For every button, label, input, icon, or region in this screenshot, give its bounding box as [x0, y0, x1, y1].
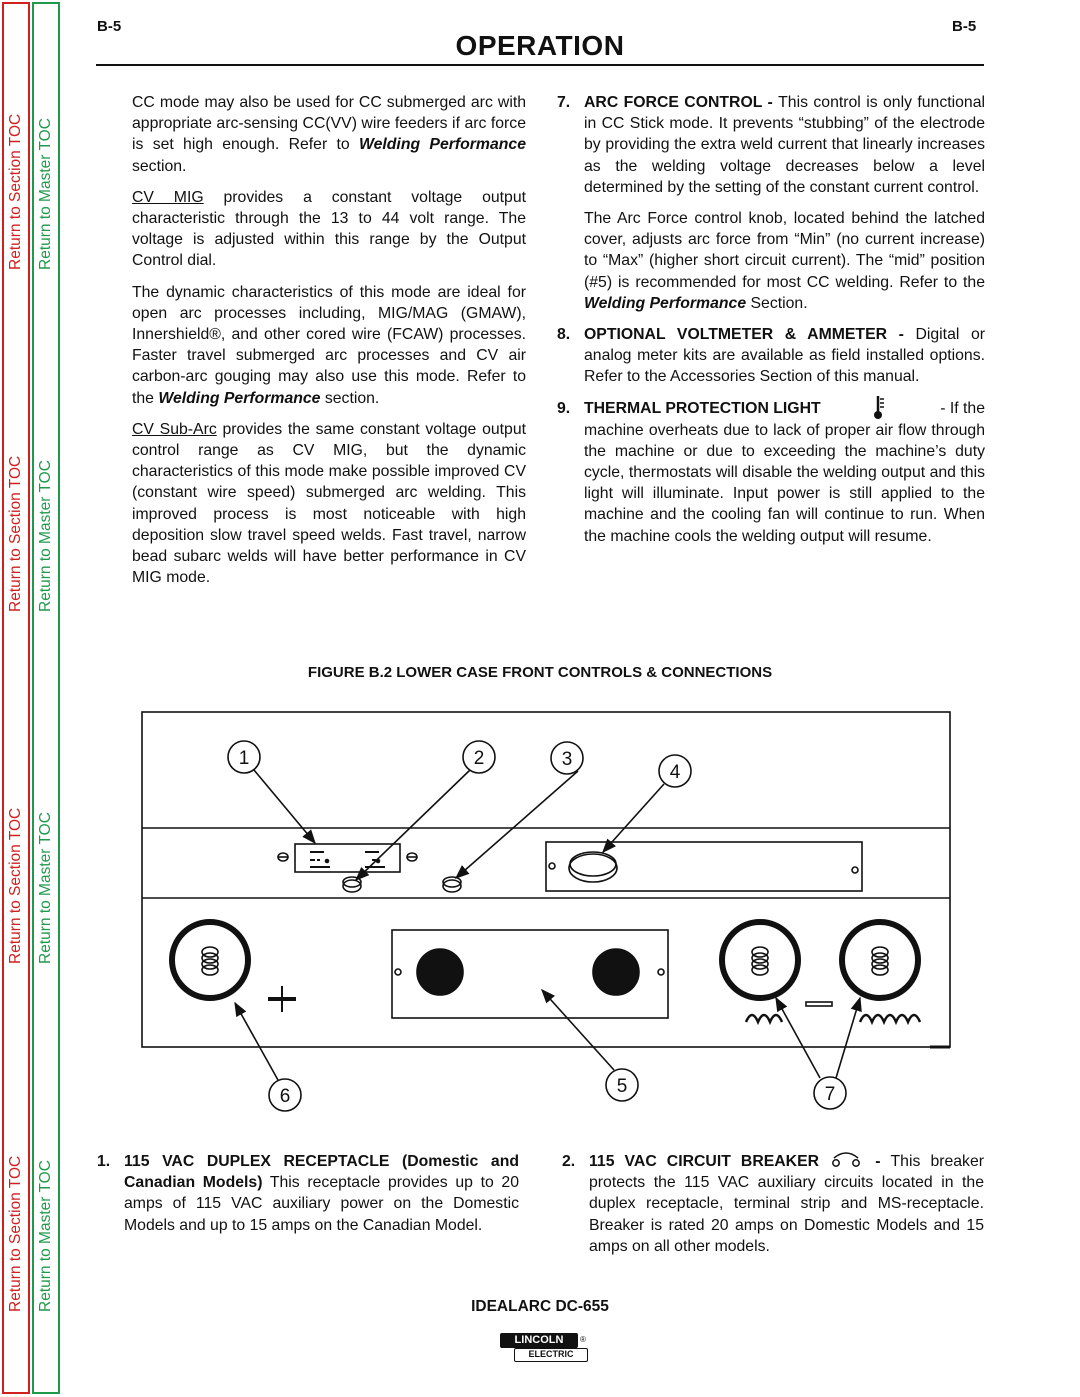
master-toc-link[interactable]: Return to Master TOC: [37, 118, 54, 270]
lincoln-electric-logo: LINCOLN ELECTRIC ®: [500, 1333, 590, 1365]
master-toc-link[interactable]: Return to Master TOC: [37, 460, 54, 612]
list-item: 8. OPTIONAL VOLTMETER & AMMETER - Digital or analog meter kits are available as field installed options. Refer to the Accessories Section of this manual.: [557, 326, 986, 386]
left-column: [132, 92, 526, 598]
callout-label: 4: [669, 762, 681, 783]
paragraph: CC mode may also be used for CC submerged arc with appropriate arc-sensing CC(VV) wire feeders if arc force is set high enough. Refer to Welding Performance section.: [132, 94, 526, 175]
master-toc-link[interactable]: Return to Master TOC: [37, 1160, 54, 1312]
page-title: OPERATION: [455, 30, 625, 61]
front-controls-figure: [120, 700, 970, 1120]
thermometer-icon: [872, 394, 888, 420]
bottom-right-item: [562, 1151, 984, 1267]
callout-label: 6: [279, 1086, 291, 1107]
list-item: 2. 115 VAC CIRCUIT BREAKER - This breaker protects the 115 VAC auxiliary circuits located in the duplex receptacle, terminal strip and MS-receptacle. Breaker is rated 20 amps on Domestic Models and 15 amps on all other models.: [562, 1153, 985, 1255]
page-number-right: B-5: [952, 18, 977, 35]
paragraph: The dynamic characteristics of this mode are ideal for open arc processes including, MIG/MAG (GMAW), Innershield®, and other cored wire (FCAW) processes. Faster travel submerged arc processes and CV air carbon-arc gouging may also use this mode. Refer to the Welding Performance section.: [132, 283, 526, 407]
bottom-left-item: [97, 1151, 519, 1246]
figure-caption: FIGURE B.2 LOWER CASE FRONT CONTROLS & CONNECTIONS: [307, 664, 773, 681]
paragraph: CV Sub-Arc provides the same constant voltage output control range as CV MIG, but the dynamic characteristics of this mode make possible improved CV (constant wire speed) submerged arc welding. This improved process is most noticeable with high deposition slow travel speed welds. Fast travel, narrow bead subarc welds will have better performance in CV MIG mode.: [132, 420, 526, 587]
output-stud-left: [722, 922, 798, 998]
paragraph: CV MIG provides a constant voltage output characteristic through the 13 to 44 volt range. The voltage is adjusted within this range by the Output Control dial.: [132, 188, 526, 270]
model-name: IDEALARC DC-655: [471, 1298, 609, 1315]
right-column: [557, 92, 985, 557]
callout-label: 7: [824, 1084, 836, 1105]
latched-cover: [546, 842, 862, 891]
callout-label: 3: [561, 749, 573, 770]
callout-label: 2: [473, 748, 485, 769]
callout-label: 1: [238, 748, 250, 769]
section-toc-link[interactable]: Return to Section TOC: [7, 807, 24, 964]
paragraph: The Arc Force control knob, located behind the latched cover, adjusts arc force from “Min” (no current increase) to “Max” (higher short circuit current). The “mid” position (#5) is recommended for most CC welding. Refer to the Welding Performance Section.: [584, 210, 985, 312]
cv-mig-link[interactable]: CV MIG: [132, 188, 204, 206]
circuit-breaker-icon: [829, 1152, 865, 1168]
cv-sub-arc-link[interactable]: CV Sub-Arc: [132, 420, 217, 438]
list-item: 7. ARC FORCE CONTROL - This control is only functional in CC Stick mode. It prevents “stubbing” of the electrode by providing the extra weld current that linearly increases as the welding voltage decreases below a level determined by the setting of the constant current control.: [557, 94, 985, 196]
page-number-left: B-5: [97, 18, 122, 35]
list-item: 1. 115 VAC DUPLEX RECEPTACLE (Domestic and Canadian Models) This receptacle provides up to 20 amps of 115 VAC auxiliary power on the Domestic Models and up to 15 amps on the Canadian Model.: [97, 1153, 519, 1234]
output-stud-right: [842, 922, 918, 998]
callout-label: 5: [616, 1076, 628, 1097]
section-toc-link[interactable]: Return to Section TOC: [7, 455, 24, 612]
header-rule: [96, 64, 984, 66]
master-toc-link[interactable]: Return to Master TOC: [37, 812, 54, 964]
duplex-receptacle: [172, 922, 248, 998]
section-toc-link[interactable]: Return to Section TOC: [7, 1155, 24, 1312]
list-item: 9. THERMAL PROTECTION LIGHT - If the machine overheats due to lack of proper air flow through the machine or due to exceeding the machine’s duty cycle, thermostats will disable the welding output and this light will illuminate. Input power is still applied to the machine and the cooling fan will continue to run. When the machine cools the welding output will resume.: [557, 398, 985, 547]
arc-force-knob: [569, 854, 617, 882]
section-toc-link[interactable]: Return to Section TOC: [7, 113, 24, 270]
